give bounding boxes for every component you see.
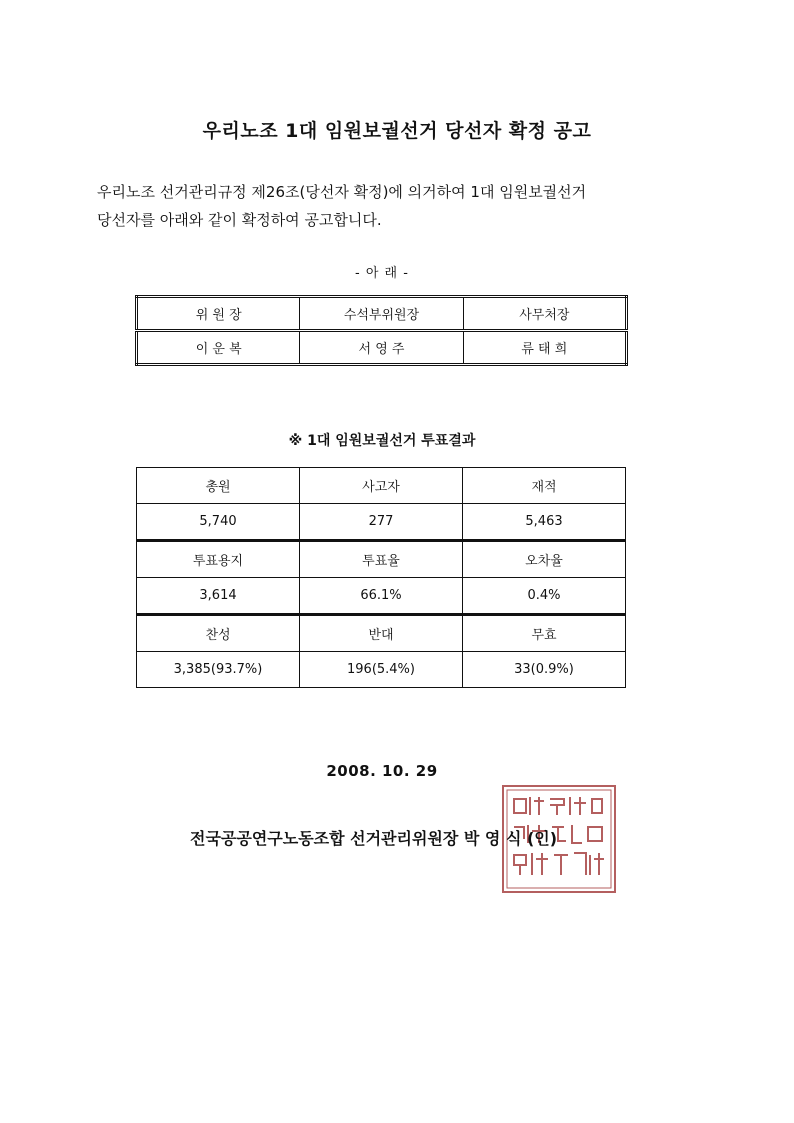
document-title: 우리노조 1대 임원보궐선거 당선자 확정 공고 [202,120,592,142]
signature-line: 전국공공연구노동조합 선거관리위원장 박 영 식 (인) [190,829,558,848]
value-cell: 66.1% [300,578,463,615]
position-cell: 수석부위원장 [300,297,463,331]
value-cell: 3,385(93.7%) [137,652,300,688]
header-cell: 총원 [137,468,300,504]
results-table [136,467,626,688]
position-cell: 사무처장 [463,297,626,331]
results-header-row [137,615,626,652]
results-header-row [137,468,626,504]
results-title: ※ 1대 임원보궐선거 투표결과 [288,433,476,449]
officers-names-row [137,331,627,365]
name-cell: 서 영 주 [300,331,463,365]
officers-table [135,295,628,366]
value-cell: 5,463 [463,504,626,541]
intro-line-1: 우리노조 선거관리규정 제26조(당선자 확정)에 의거하여 1대 임원보궐선거 [97,183,587,201]
value-cell: 0.4% [463,578,626,615]
name-cell: 류 태 희 [463,331,626,365]
position-cell: 위 원 장 [137,297,300,331]
header-cell: 무효 [463,615,626,652]
results-header-row [137,541,626,578]
header-cell: 찬성 [137,615,300,652]
header-cell: 투표용지 [137,541,300,578]
results-value-row [137,578,626,615]
results-value-row [137,504,626,541]
intro-paragraph [97,178,717,234]
notice-label: - 아 래 - [355,266,409,281]
header-cell: 재적 [463,468,626,504]
value-cell: 5,740 [137,504,300,541]
header-cell: 투표율 [300,541,463,578]
officers-positions-row [137,297,627,331]
header-cell: 사고자 [300,468,463,504]
document-date: 2008. 10. 29 [326,762,438,780]
value-cell: 277 [300,504,463,541]
intro-line-2: 당선자를 아래와 같이 확정하여 공고합니다. [97,211,382,229]
value-cell: 33(0.9%) [463,652,626,688]
value-cell: 3,614 [137,578,300,615]
header-cell: 오차율 [463,541,626,578]
results-value-row [137,652,626,688]
header-cell: 반대 [300,615,463,652]
value-cell: 196(5.4%) [300,652,463,688]
name-cell: 이 운 복 [137,331,300,365]
